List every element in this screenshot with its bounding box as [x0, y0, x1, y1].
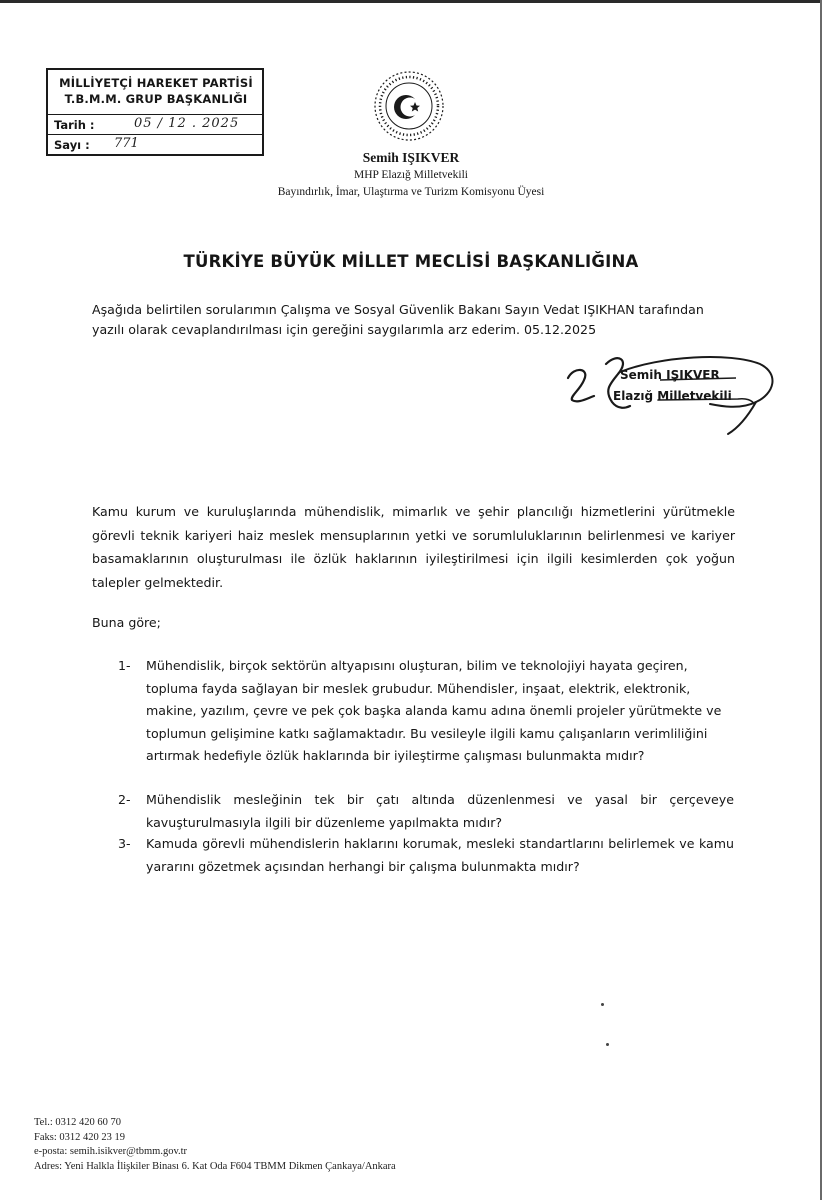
question-text: Mühendislik mesleğinin tek bir çatı altında düzenlenmesi ve yasal bir çerçeveye kavuşturulmasıyla ilgili bir düzenleme yapılmakta mıdır? [146, 792, 734, 830]
tbmm-emblem-icon [373, 70, 445, 142]
footer-fax: Faks: 0312 420 23 19 [34, 1131, 126, 1143]
stamp-divider [48, 114, 262, 115]
document-title: TÜRKİYE BÜYÜK MİLLET MECLİSİ BAŞKANLIĞINA [183, 252, 639, 271]
contact-footer [34, 1116, 634, 1174]
stamp-party-name: MİLLİYETÇİ HAREKET PARTİSİ [59, 76, 253, 90]
footer-address: Adres: Yeni Halkla İlişkiler Binası 6. Kat Oda F604 TBMM Dikmen Çankaya/Ankara [34, 1160, 396, 1172]
scan-speck [606, 1043, 609, 1046]
registry-stamp [46, 68, 264, 156]
signature-name: Semih IŞIKVER [620, 368, 720, 382]
mp-name: Semih IŞIKVER [362, 150, 460, 165]
stamp-date-value: 05 / 12 . 2025 [134, 116, 240, 131]
stamp-divider [48, 134, 262, 135]
question-text: Mühendislik, birçok sektörün altyapısını oluşturan, bilim ve teknolojiyi hayata geçiren, topluma fayda sağlayan bir meslek grubudur. Mühendisler, inşaat, elektrik, elektronik, makine, yazılım, çevre ve pek çok başka alanda kamu adına önemli projeler yürütmekte ve toplumun gelişimine katkı sağlamaktadır. Bu vesileyle ilgili kamu çalışanların verimliliğini artırmak hedefiyle özlük haklarında bir iyileştirme çalışması bulunmakta mıdır? [146, 658, 722, 763]
question-number: 3- [118, 836, 131, 851]
question-number: 2- [118, 792, 131, 807]
signature-region: Elazığ Milletvekili [613, 389, 732, 403]
mp-region: MHP Elazığ Milletvekili [354, 169, 468, 181]
stamp-number-value: 771 [114, 136, 139, 151]
scan-speck [601, 1003, 604, 1006]
footer-phone: Tel.: 0312 420 60 70 [34, 1117, 122, 1128]
footer-email: e-posta: semih.isikver@tbmm.gov.tr [34, 1146, 188, 1157]
question-text: Kamuda görevli mühendislerin haklarını korumak, mesleki standartlarını belirlemek ve kamu yararını gözetmek açısından herhangi bir çalışma bulunmakta mıdır? [146, 836, 734, 874]
intro-paragraph: Aşağıda belirtilen sorularımın Çalışma ve Sosyal Güvenlik Bakanı Sayın Vedat IŞIKHAN tarafından yazılı olarak cevaplandırılması için gereğini saygılarımla arz ederim. 05.12.2025 [92, 302, 704, 337]
mp-committee: Bayındırlık, İmar, Ulaştırma ve Turizm Komisyonu Üyesi [277, 186, 545, 198]
stamp-group-name: T.B.M.M. GRUP BAŞKANLIĞI [64, 92, 248, 106]
stamp-date-label: Tarih : [54, 118, 95, 132]
scan-edge-top [0, 0, 822, 3]
lead-text: Buna göre; [92, 615, 161, 630]
body-paragraph: Kamu kurum ve kuruluşlarında mühendislik, mimarlık ve şehir plancılığı hizmetlerini yürütmekle görevli teknik kariyeri haiz meslek mensuplarının yetki ve sorumluluklarının belirlenmesi ve kariyer basamaklarının oluşturulması ile özlük haklarının iyileştirilmesi için ilgili kesimlerden çok yoğun talepler gelmektedir. [92, 504, 735, 590]
stamp-number-label: Sayı : [54, 138, 90, 152]
question-number: 1- [118, 658, 131, 673]
